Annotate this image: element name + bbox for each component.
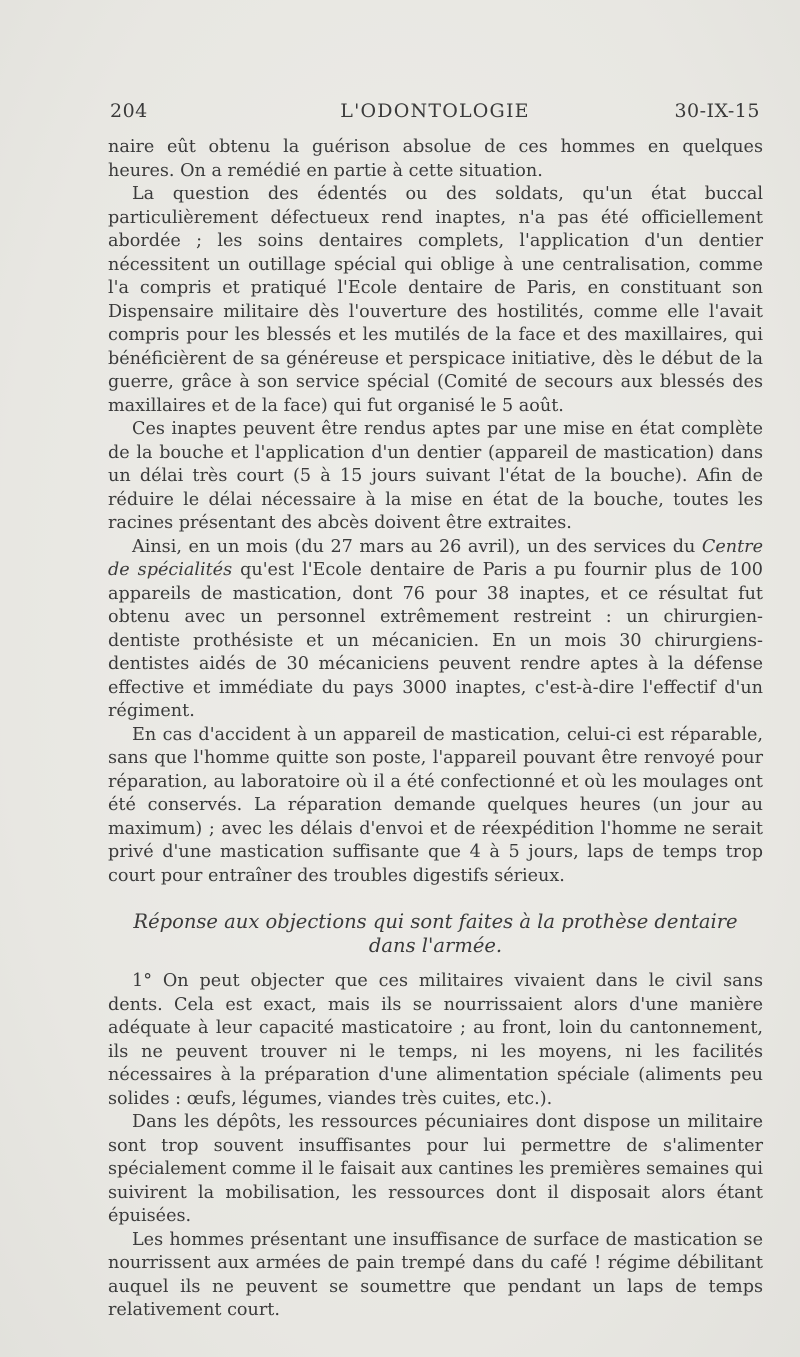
article-body bbox=[108, 136, 763, 1323]
paragraph: La question des édentés ou des soldats, qu'un état buccal particulièrement défectueux rend inaptes, n'a pas été officiellement abordée ; les soins dentaires complets, l'application d'un dentier nécessitent un outillage spécial qui oblige à une centralisation, comme l'a compris et pratiqué l'Ecole dentaire de Paris, en constituant son Dispensaire militaire dès l'ouverture des hostilités, comme elle l'avait compris pour les blessés et les mutilés de la face et des maxillaires, qui bénéficièrent de sa généreuse et perspicace initiative, dès le début de la guerre, grâce à son service spécial (Comité de secours aux blessés des maxillaires et de la face) qui fut organisé le 5 août. bbox=[108, 184, 763, 416]
section-heading bbox=[108, 910, 763, 958]
paragraph: naire eût obtenu la guérison absolue de ces hommes en quelques heures. On a remédié en partie à cette situation. bbox=[108, 137, 763, 181]
journal-title: L'ODONTOLOGIE bbox=[340, 100, 530, 122]
italic-term: Centre de spécialités bbox=[108, 536, 763, 580]
page-number: 204 bbox=[110, 100, 148, 122]
section-heading-line: dans l'armée. bbox=[368, 934, 503, 957]
issue-date: 30-IX-15 bbox=[674, 100, 760, 122]
text-run: qu'est l'Ecole dentaire de Paris a pu fournir plus de 100 appareils de mastication, dont 76 pour 38 inaptes, et ce résultat fut obtenu avec un personnel extrêmement restreint : un chirurgien-dentiste prothésiste et un mécanicien. En un mois 30 chirurgiens-dentistes aidés de 30 mécaniciens peuvent rendre aptes à la défense effective et immédiate du pays 3000 inaptes, c'est-à-dire l'effectif d'un régiment. bbox=[108, 560, 763, 721]
paragraph: Les hommes présentant une insuffisance de surface de mastication se nourrissent aux armées de pain trempé dans du café ! régime débilitant auquel ils ne peuvent se soumettre que pendant un laps de temps relativement court. bbox=[108, 1229, 763, 1320]
text-run: Ainsi, en un mois (du 27 mars au 26 avril), un des services du bbox=[132, 536, 702, 557]
running-header bbox=[110, 100, 760, 126]
paragraph: En cas d'accident à un appareil de mastication, celui-ci est réparable, sans que l'homme quitte son poste, l'appareil pouvant être renvoyé pour réparation, au laboratoire où il a été confectionné et où les moulages ont été conservés. La réparation demande quelques heures (un jour au maximum) ; avec les délais d'envoi et de réexpédition l'homme ne serait privé d'une mastication suffisante que 4 à 5 jours, laps de temps trop court pour entraîner des troubles digestifs sérieux. bbox=[108, 724, 763, 886]
section-heading-line: Réponse aux objections qui sont faites à la prothèse dentaire bbox=[133, 910, 738, 933]
paragraph: 1° On peut objecter que ces militaires vivaient dans le civil sans dents. Cela est exact, mais ils se nourrissaient alors d'une manière adéquate à leur capacité masticatoire ; au front, loin du cantonnement, ils ne peuvent trouver ni le temps, ni les moyens, ni les facilités nécessaires à la préparation d'une alimentation spéciale (aliments peu solides : œufs, légumes, viandes très cuites, etc.). bbox=[108, 971, 763, 1109]
paragraph: Dans les dépôts, les ressources pécuniaires dont dispose un militaire sont trop souvent insuffisantes pour lui permettre de s'alimenter spécialement comme il le faisait aux cantines les premières semaines qui suivirent la mobilisation, les ressources dont il disposait alors étant épuisées. bbox=[108, 1112, 763, 1226]
paragraph: Ces inaptes peuvent être rendus aptes par une mise en état complète de la bouche et l'application d'un dentier (appareil de mastication) dans un délai très court (5 à 15 jours suivant l'état de la bouche). Afin de réduire le délai nécessaire à la mise en état de la bouche, toutes les racines présentant des abcès doivent être extraites. bbox=[108, 419, 763, 533]
paragraph-ainsi bbox=[108, 536, 763, 724]
